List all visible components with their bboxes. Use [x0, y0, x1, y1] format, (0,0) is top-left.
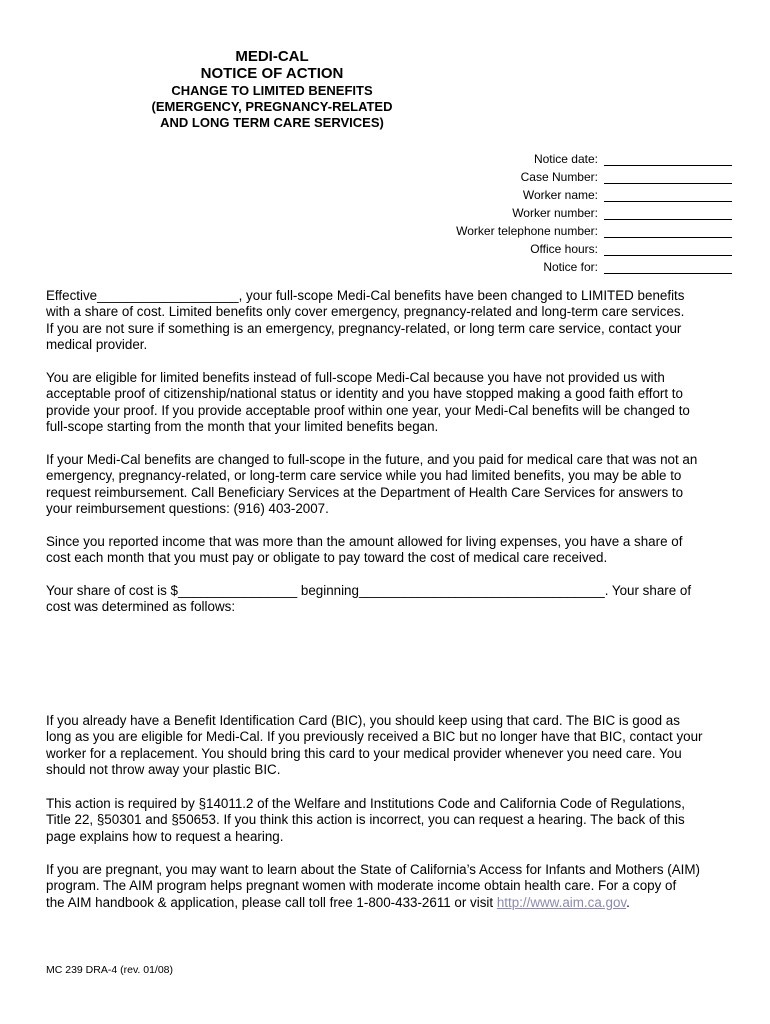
- paragraph-legal-authority: This action is required by §14011.2 of the Welfare and Institutions Code and California Code of Regulations, Title 22, §50301 and §50653. If you think this action is incorrect, you can request a hearing. The back of this page explains how to request a hearing.: [46, 796, 685, 844]
- field-notice-for: Notice for:: [400, 256, 732, 274]
- subtitle-services-line2: AND LONG TERM CARE SERVICES): [160, 115, 384, 130]
- paragraph-aim-program: If you are pregnant, you may want to learn about the State of California’s Access for Infants and Mothers (AIM) program. The AIM program helps pregnant women with moderate income obtain health care. For a copy of the AIM handbook & application, please call toll free 1-800-433-2611 or visit http://www.aim.ca.gov.: [46, 862, 701, 910]
- field-worker-telephone: Worker telephone number:: [400, 220, 732, 238]
- paragraph-effective-date: Effective___________________, your full-scope Medi-Cal benefits have been changed to LIMITED benefits with a share of cost. Limited benefits only cover emergency, pregnancy-related and long-term care services. If you are not sure if something is an emergency, pregnancy-related, or long term care service, contact your medical provider.: [46, 288, 685, 352]
- worker-name-input[interactable]: [604, 188, 732, 202]
- notice-date-input[interactable]: [604, 152, 732, 166]
- office-hours-input[interactable]: [604, 242, 732, 256]
- subtitle-change-to-limited: CHANGE TO LIMITED BENEFITS: [171, 83, 373, 98]
- title-medi-cal: MEDI-CAL: [235, 48, 309, 65]
- worker-number-input[interactable]: [604, 206, 732, 220]
- case-number-input[interactable]: [604, 170, 732, 184]
- field-worker-name: Worker name:: [400, 184, 732, 202]
- field-notice-date: Notice date:: [400, 148, 732, 166]
- paragraph-bic-card: If you already have a Benefit Identification Card (BIC), you should keep using that card. The BIC is good as long as you are eligible for Medi-Cal. If you previously received a BIC but no longer have that BIC, contact your worker for a replacement. You should bring this card to your medical provider whenever you need care. You should not throw away your plastic BIC.: [46, 713, 703, 777]
- aim-website-link[interactable]: http://www.aim.ca.gov: [496, 894, 627, 910]
- worker-telephone-input[interactable]: [604, 224, 732, 238]
- paragraph-reimbursement: If your Medi-Cal benefits are changed to full-scope in the future, and you paid for medical care that was not an emergency, pregnancy-related, or long-term care service while you had limited benefits, you may be able to request reimbursement. Call Beneficiary Services at the Department of Health Care Services for answers to your reimbursement questions: (916) 403-2007.: [46, 452, 698, 516]
- field-worker-number: Worker number:: [400, 202, 732, 220]
- notice-fields: [400, 148, 732, 274]
- form-id: MC 239 DRA-4 (rev. 01/08): [46, 964, 174, 976]
- subtitle-services-line1: (EMERGENCY, PREGNANCY-RELATED: [151, 99, 393, 114]
- paragraph-eligibility: You are eligible for limited benefits instead of full-scope Medi-Cal because you have not provided us with acceptable proof of citizenship/national status or identity and you have stopped making a good faith effort to provide your proof. If you provide acceptable proof within one year, your Medi-Cal benefits will be changed to full-scope starting from the month that your limited benefits began.: [46, 370, 690, 434]
- notice-for-input[interactable]: [604, 260, 732, 274]
- paragraph-share-of-cost-amount: Your share of cost is $________________ beginning_________________________________. Your share of cost was determined as follows:: [46, 583, 692, 615]
- title-notice-of-action: NOTICE OF ACTION: [200, 65, 344, 82]
- field-office-hours: Office hours:: [400, 238, 732, 256]
- field-case-number: Case Number:: [400, 166, 732, 184]
- paragraph-share-of-cost-reason: Since you reported income that was more than the amount allowed for living expenses, you have a share of cost each month that you must pay or obligate to pay toward the cost of medical care received.: [46, 534, 683, 566]
